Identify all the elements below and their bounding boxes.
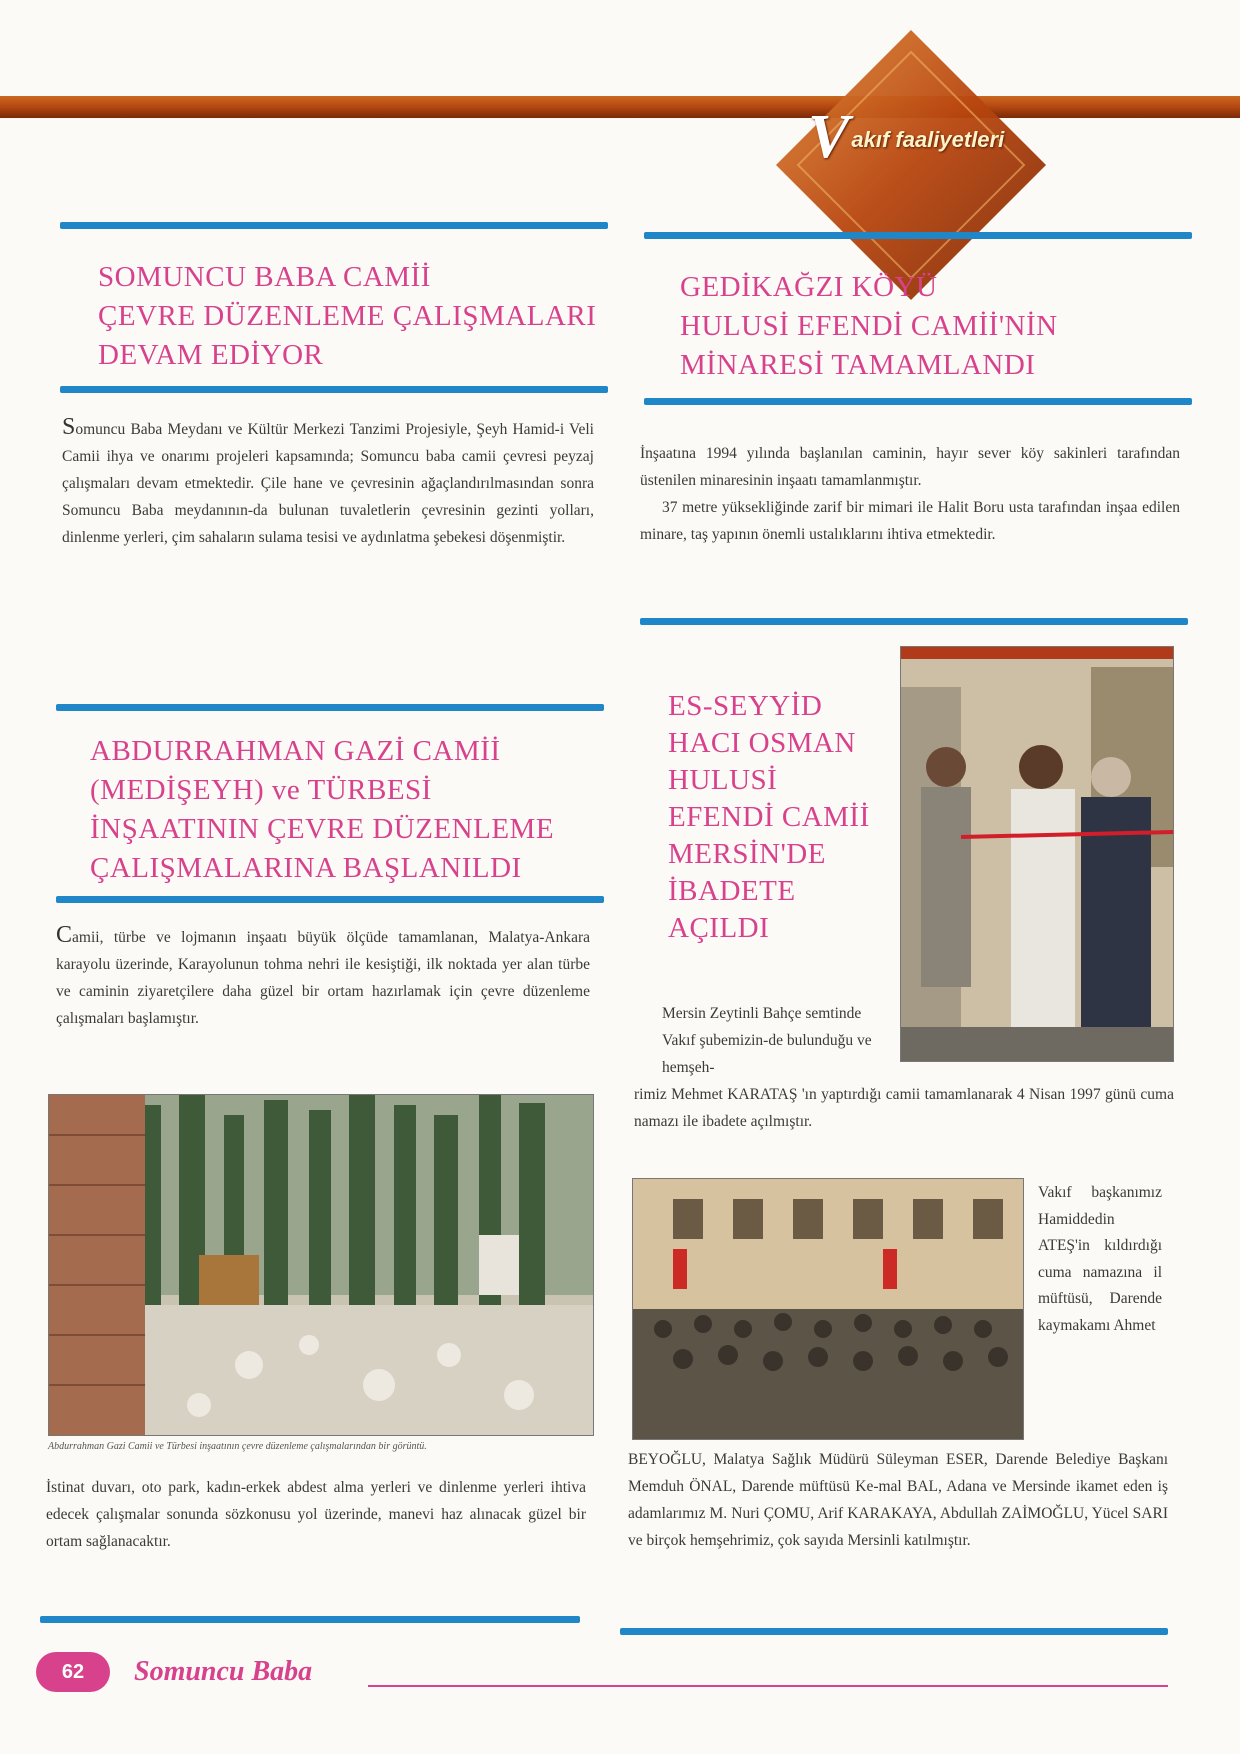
divider-rule [56,704,604,711]
magazine-name: Somuncu Baba [134,1656,313,1687]
photo-caption: Abdurrahman Gazi Camii ve Türbesi inşaatının çevre düzenleme çalışmalarından bir görüntü. [48,1441,427,1452]
headline-line: AÇILDI [668,912,770,944]
article-headline [98,258,598,375]
headline-line: İNŞAATININ ÇEVRE DÜZENLEME [90,813,555,845]
headline-line: HULUSİ [668,764,778,796]
headline-line: GEDİKAĞZI KÖYÜ [680,271,938,303]
article-headline [668,688,898,947]
photo-ribbon-cutting [900,646,1174,1062]
divider-rule [60,222,608,229]
headline-line: ÇEVRE DÜZENLEME ÇALIŞMALARI [98,300,597,332]
article-body: BEYOĞLU, Malatya Sağlık Müdürü Süleyman ESER, Darende Belediye Başkanı Memduh ÖNAL, Darende müftüsü Ke-mal BAL, Adana ve Mersinde ikamet eden iş adamlarımız M. Nuri ÇOMU, Arif KARAKAYA, Abdullah ZAİMOĞLU, Yücel SARI ve birçok hemşehrimiz, çok sayıda Mersinli katılmıştır. [628,1451,1168,1549]
headline-line: DEVAM EDİYOR [98,339,324,371]
headline-line: (MEDİŞEYH) ve TÜRBESİ [90,774,432,806]
photo-construction-site [48,1094,594,1436]
headline-line: MİNARESİ TAMAMLANDI [680,349,1036,381]
drop-cap: S [62,414,76,440]
divider-rule [644,232,1192,239]
section-title: Vakıf faaliyetleri [808,103,1005,171]
headline-line: İBADETE [668,875,796,907]
headline-line: EFENDİ CAMİİ [668,801,870,833]
photo-crowd-at-mosque [632,1178,1024,1440]
article-headline [90,732,600,888]
article-body: Vakıf başkanımız Hamiddedin ATEŞ'in kıldırdığı cuma namazına il müftüsü, Darende kaymakamı Ahmet [1038,1184,1162,1334]
article-body: rimiz Mehmet KARATAŞ 'ın yaptırdığı camii tamamlanarak 4 Nisan 1997 günü cuma namazı ile ibadete açılmıştır. [634,1086,1174,1130]
divider-rule [56,896,604,903]
headline-line: ABDURRAHMAN GAZİ CAMİİ [90,735,501,767]
headline-line: HACI OSMAN [668,727,856,759]
headline-line: ES-SEYYİD [668,690,823,722]
article-headline [680,268,1180,385]
article-body: Mersin Zeytinli Bahçe semtinde Vakıf şubemizin-de bulunduğu ve hemşeh- [662,1005,872,1076]
divider-rule [40,1616,580,1623]
divider-rule [60,386,608,393]
headline-line: SOMUNCU BABA CAMİİ [98,261,431,293]
drop-cap: C [56,922,73,948]
footer-rule [368,1685,1168,1687]
article-body: İnşaatına 1994 yılında başlanılan caminin, hayır sever köy sakinleri tarafından üstenilen minaresinin inşaatı tamamlanmıştır. 37 metre yüksekliğinde zarif bir mimari ile Halit Boru usta tarafından inşaa edilen minare, taş yapının önemli ustalıklarını ihtiva etmektedir. [640,445,1180,543]
article-body: Camii, türbe ve lojmanın inşaatı büyük ölçüde tamamlanan, Malatya-Ankara karayolu üzerinde, Karayolunun tohma nehri ile kesiştiği, ilk noktada yer alan türbe ve caminin ziyaretçilere daha güzel bir ortam hazırlamak için çevre düzenleme çalışmaları başlamıştır. [56,922,590,1027]
article-body: Somuncu Baba Meydanı ve Kültür Merkezi Tanzimi Projesiyle, Şeyh Hamid-i Veli Camii ihya ve onarımı projeleri kapsamında; Somuncu baba camii çevresi peyzaj çalışmaları devam etmektedir. Çile hane ve çevresinin ağaçlandırılmasından sonra Somuncu Baba meydanının-da bulunan tuvaletlerin çevresinin gezinti yolları, dinlenme yerleri, çim sahaların sulama tesisi ve aydınlatma şebekesi döşenmiştir. [62,414,594,546]
headline-line: MERSİN'DE [668,838,826,870]
headline-line: HULUSİ EFENDİ CAMİİ'NİN [680,310,1058,342]
page-number-badge: 62 [36,1652,110,1692]
headline-line: ÇALIŞMALARINA BAŞLANILDI [90,852,522,884]
divider-rule [644,398,1192,405]
article-body: İstinat duvarı, oto park, kadın-erkek abdest alma yerleri ve dinlenme yerleri ihtiva edecek çalışmalar sonunda sözkonusu yol üzerinde, manevi haz alınacak güzel bir ortam sağlanacaktır. [46,1479,586,1550]
divider-rule [620,1628,1168,1635]
divider-rule [640,618,1188,625]
